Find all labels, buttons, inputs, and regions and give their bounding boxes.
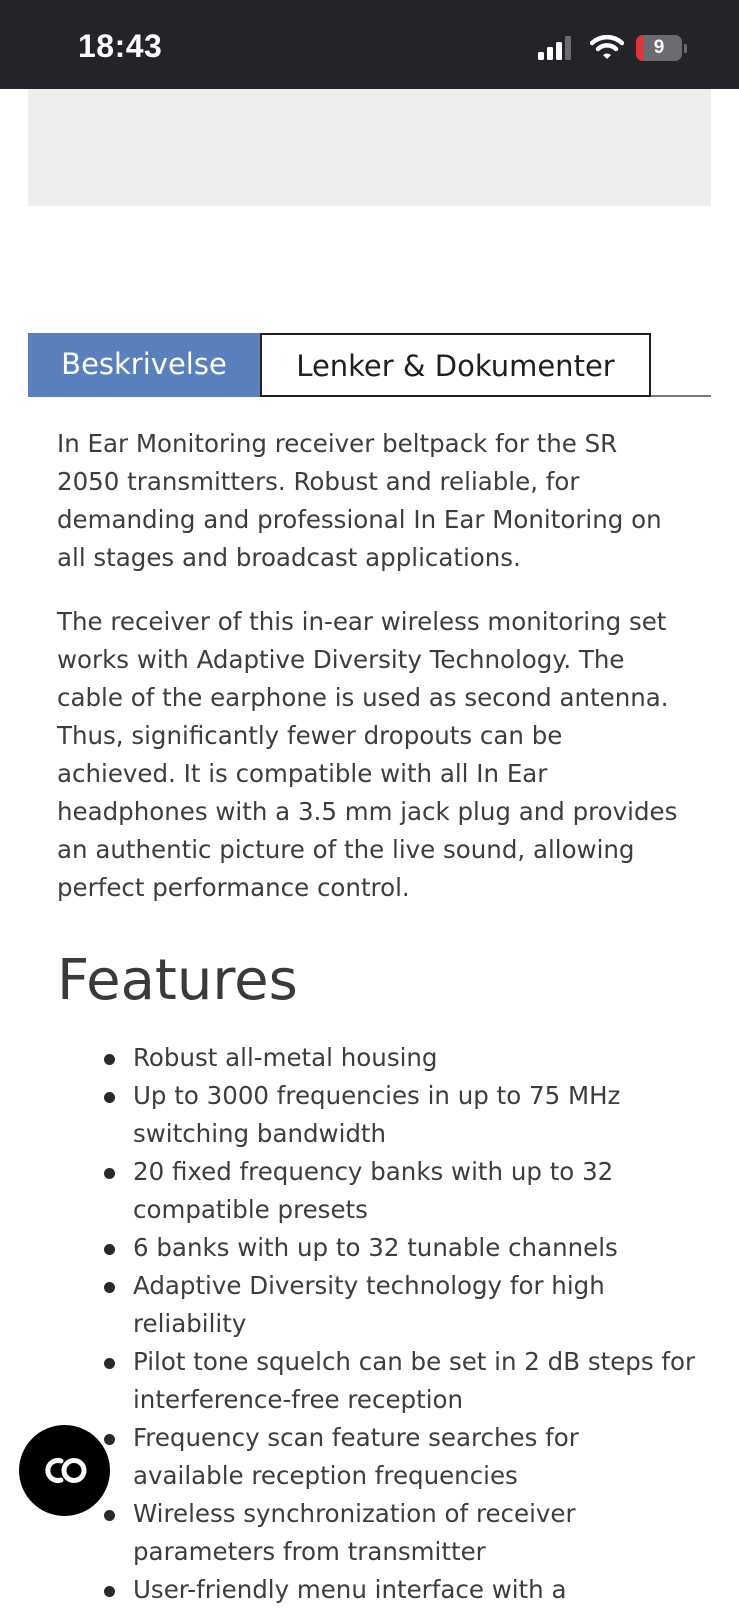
- tab-links-documents[interactable]: Lenker & Dokumenter: [260, 333, 651, 397]
- list-item: [133, 1077, 697, 1153]
- co-link-icon: [39, 1453, 91, 1488]
- status-time: 18:43: [78, 28, 163, 64]
- list-item: [133, 1267, 697, 1343]
- tab-description[interactable]: Beskrivelse: [28, 333, 260, 397]
- description-paragraph-2: The receiver of this in-ear wireless monitoring set works with Adaptive Diversity Technology. The cable of the earphone is used as second antenna. Thus, significantly fewer dropouts can be achieved. It is compatible with all In Ear headphones with a 3.5 mm jack plug and provides an authentic picture of the live sound, allowing perfect performance control.: [57, 607, 678, 902]
- bullet-icon: [104, 1244, 115, 1255]
- bullet-icon: [104, 1358, 115, 1369]
- list-item: [133, 1153, 697, 1229]
- list-item-text: 20 fixed frequency banks with up to 32 compatible presets: [133, 1157, 614, 1224]
- list-item: [133, 1039, 697, 1077]
- wifi-icon: [590, 33, 624, 61]
- bullet-icon: [104, 1168, 115, 1179]
- list-item-text: Adaptive Diversity technology for high reliability: [133, 1271, 605, 1338]
- features-heading: Features: [57, 948, 298, 1013]
- list-item: [133, 1571, 697, 1609]
- battery-icon: [636, 35, 682, 61]
- list-item-text: Pilot tone squelch can be set in 2 dB steps for interference-free reception: [133, 1347, 696, 1414]
- bullet-icon: [104, 1092, 115, 1103]
- features-list: [57, 1039, 697, 1609]
- battery-level: 9: [653, 37, 665, 58]
- bullet-icon: [104, 1282, 115, 1293]
- list-item: [133, 1229, 697, 1267]
- list-item: [133, 1419, 697, 1495]
- list-item-text: 6 banks with up to 32 tunable channels: [133, 1233, 618, 1262]
- bullet-icon: [104, 1054, 115, 1065]
- battery-tip: [684, 44, 687, 53]
- list-item-text: Frequency scan feature searches for available reception frequencies: [133, 1423, 579, 1490]
- list-item: [133, 1495, 697, 1571]
- bullet-icon: [104, 1434, 115, 1445]
- description-paragraph-1: In Ear Monitoring receiver beltpack for the SR 2050 transmitters. Robust and reliable, for demanding and professional In Ear Monitoring on all stages and broadcast applications.: [57, 429, 662, 572]
- signal-icon: [538, 36, 576, 60]
- list-item-text: Wireless synchronization of receiver parameters from transmitter: [133, 1499, 576, 1566]
- list-item-text: User-friendly menu interface with a: [133, 1575, 567, 1604]
- co-link-button[interactable]: [19, 1425, 110, 1516]
- status-bar: [0, 0, 739, 89]
- bullet-icon: [104, 1510, 115, 1521]
- list-item-text: Up to 3000 frequencies in up to 75 MHz switching bandwidth: [133, 1081, 621, 1148]
- image-placeholder: [28, 89, 711, 206]
- list-item: [133, 1343, 697, 1419]
- tab-bar: [28, 333, 711, 397]
- list-item-text: Robust all-metal housing: [133, 1043, 438, 1072]
- bullet-icon: [104, 1586, 115, 1597]
- tab-content: [57, 425, 696, 1609]
